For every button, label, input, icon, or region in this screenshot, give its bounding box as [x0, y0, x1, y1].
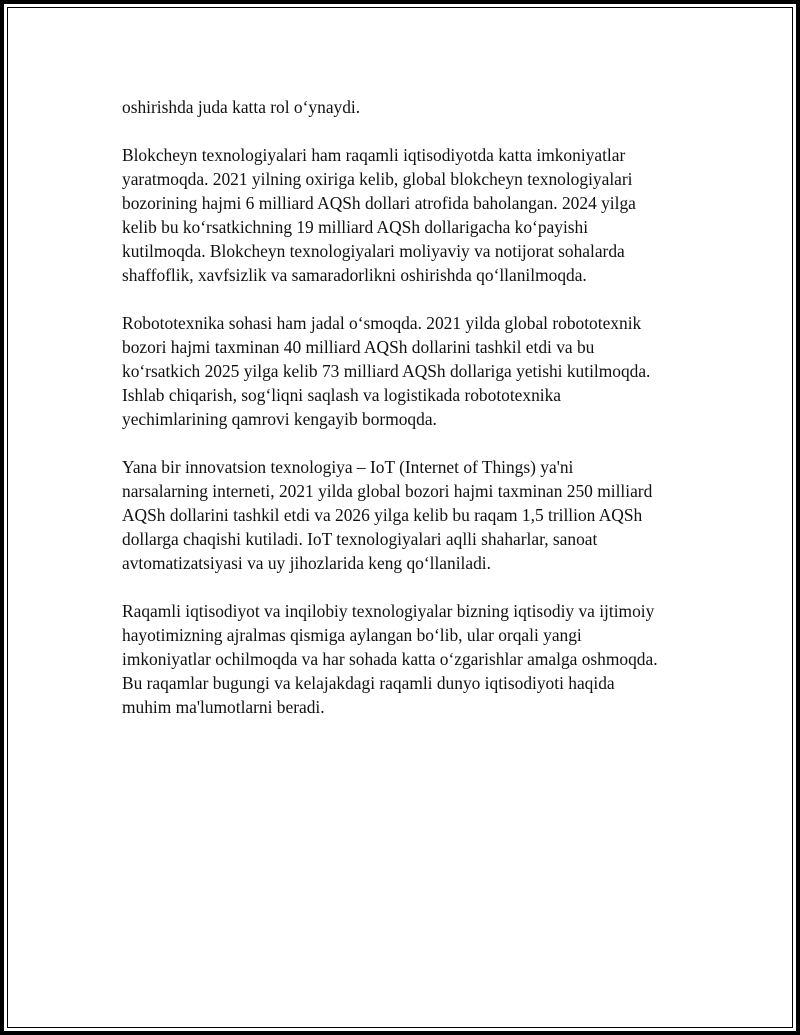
text-line: hayotimizning ajralmas qismiga aylangan bo‘lib, ular orqali yangi [122, 625, 582, 645]
text-line: Blokcheyn texnologiyalari ham raqamli iqtisodiyotda katta imkoniyatlar [122, 145, 626, 165]
text-line: bozorining hajmi 6 milliard AQSh dollari atrofida baholangan. 2024 yilga [122, 193, 636, 213]
text-line: yaratmoqda. 2021 yilning oxiriga kelib, global blokcheyn texnologiyalari [122, 169, 633, 189]
text-line: muhim ma'lumotlarni beradi. [122, 697, 325, 717]
text-line: oshirishda juda katta rol o‘ynaydi. [122, 97, 361, 117]
text-line: shaffoflik, xavfsizlik va samaradorlikni oshirishda qo‘llanilmoqda. [122, 265, 587, 285]
paragraph-robotics [122, 311, 712, 431]
text-line: bozori hajmi taxminan 40 milliard AQSh dollarini tashkil etdi va bu [122, 337, 595, 357]
text-line: yechimlarining qamrovi kengayib bormoqda. [122, 409, 437, 429]
text-line: narsalarning interneti, 2021 yilda global bozori hajmi taxminan 250 milliard [122, 481, 653, 501]
text-line: Ishlab chiqarish, sog‘liqni saqlash va logistikada robototexnika [122, 385, 562, 405]
text-line: dollarga chaqishi kutiladi. IoT texnologiyalari aqlli shaharlar, sanoat [122, 529, 598, 549]
text-line: avtomatizatsiyasi va uy jihozlarida keng qo‘llaniladi. [122, 553, 491, 573]
document-body [122, 95, 712, 743]
paragraph-blockchain [122, 143, 712, 287]
text-line: ko‘rsatkich 2025 yilga kelib 73 milliard AQSh dollariga yetishi kutilmoqda. [122, 361, 651, 381]
text-line: Yana bir innovatsion texnologiya – IoT (Internet of Things) ya'ni [122, 457, 574, 477]
text-line: imkoniyatlar ochilmoqda va har sohada katta o‘zgarishlar amalga oshmoqda. [122, 649, 658, 669]
text-line: Robototexnika sohasi ham jadal o‘smoqda. 2021 yilda global robototexnik [122, 313, 642, 333]
paragraph-intro-end [122, 95, 712, 119]
paragraph-conclusion [122, 599, 712, 719]
text-line: AQSh dollarini tashkil etdi va 2026 yilga kelib bu raqam 1,5 trillion AQSh [122, 505, 643, 525]
paragraph-iot [122, 455, 712, 575]
text-line: Bu raqamlar bugungi va kelajakdagi raqamli dunyo iqtisodiyoti haqida [122, 673, 615, 693]
text-line: kutilmoqda. Blokcheyn texnologiyalari moliyaviy va notijorat sohalarda [122, 241, 625, 261]
text-line: Raqamli iqtisodiyot va inqilobiy texnologiyalar bizning iqtisodiy va ijtimoiy [122, 601, 655, 621]
text-line: kelib bu ko‘rsatkichning 19 milliard AQSh dollarigacha ko‘payishi [122, 217, 589, 237]
